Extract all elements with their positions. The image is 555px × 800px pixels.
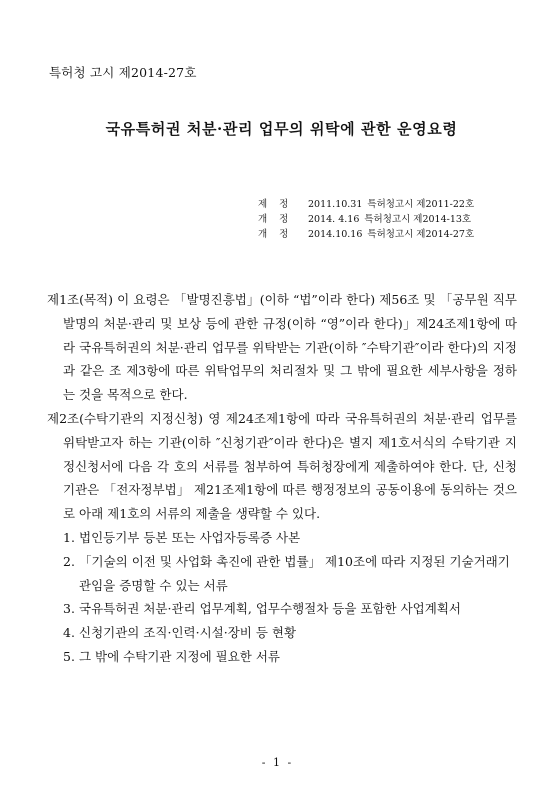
revision-entry	[258, 227, 474, 242]
revision-date: 2014.10.16	[308, 229, 363, 240]
revision-kind: 제정	[258, 199, 301, 210]
revision-ref: 특허청고시 제2014-27호	[367, 229, 475, 240]
revision-entry	[258, 212, 474, 227]
revision-date: 2014. 4.16	[308, 214, 360, 225]
document-body	[47, 288, 517, 669]
revision-history	[258, 197, 474, 242]
revision-date: 2011.10.31	[308, 199, 363, 210]
list-item	[47, 597, 517, 621]
list-item	[47, 645, 517, 669]
item-number: 2.	[63, 553, 75, 569]
revision-kind: 개정	[258, 214, 301, 225]
notice-number: 특허청 고시 제2014-27호	[49, 65, 197, 80]
item-text: 국유특허권 처분·관리 업무계획, 업무수행절차 등을 포함한 사업계획서	[79, 601, 461, 617]
list-item	[47, 550, 517, 598]
revision-ref: 특허청고시 제2014-13호	[364, 214, 472, 225]
item-text: 신청기관의 조직·인력·시설·장비 등 현황	[79, 625, 297, 641]
revision-kind: 개정	[258, 229, 301, 240]
list-item	[47, 526, 517, 550]
item-text: 「기술의 이전 및 사업화 촉진에 관한 법률」 제10조에 따라 지정된 기술거래기관임을 증명할 수 있는 서류	[79, 553, 510, 593]
attachment-list	[47, 526, 517, 669]
item-number: 3.	[63, 601, 75, 617]
item-number: 5.	[63, 648, 75, 664]
item-text: 법인등기부 등본 또는 사업자등록증 사본	[79, 529, 301, 545]
item-number: 1.	[63, 529, 75, 545]
item-text: 그 밖에 수탁기관 지정에 필요한 서류	[79, 648, 280, 664]
document-title: 국유특허권 처분·관리 업무의 위탁에 관한 운영요령	[105, 120, 458, 138]
item-number: 4.	[63, 625, 75, 641]
article-2: 제2조(수탁기관의 지정신청) 영 제24조제1항에 따라 국유특허권의 처분·관리 업무를 위탁받고자 하는 기관(이하 ″신청기관″이라 한다)은 별지 제1호서식의 수탁기관 지정신청서에 다음 각 호의 서류를 첨부하여 특허청장에게 제출하여야 한다. 단, 신청기관은 「전자정부법」 제21조제1항에 따른 행정정보의 공동이용에 동의하는 것으로 아래 제1호의 서류의 제출을 생략할 수 있다.	[47, 410, 517, 522]
revision-ref: 특허청고시 제2011-22호	[367, 199, 475, 210]
list-item	[47, 621, 517, 645]
page-number: - 1 -	[261, 756, 294, 769]
article-1: 제1조(목적) 이 요령은 「발명진흥법」(이하 “법”이라 한다) 제56조 및 「공무원 직무발명의 처분·관리 및 보상 등에 관한 규정(이하 “영”이라 한다)」제24조제1항에 따라 국유특허권의 처분·관리 업무를 위탁받는 기관(이하 ″수탁기관″이라 한다)의 지정과 같은 조 제3항에 따른 위탁업무의 처리절차 및 그 밖에 필요한 세부사항을 정하는 것을 목적으로 한다.	[47, 292, 517, 403]
revision-entry	[258, 197, 474, 212]
